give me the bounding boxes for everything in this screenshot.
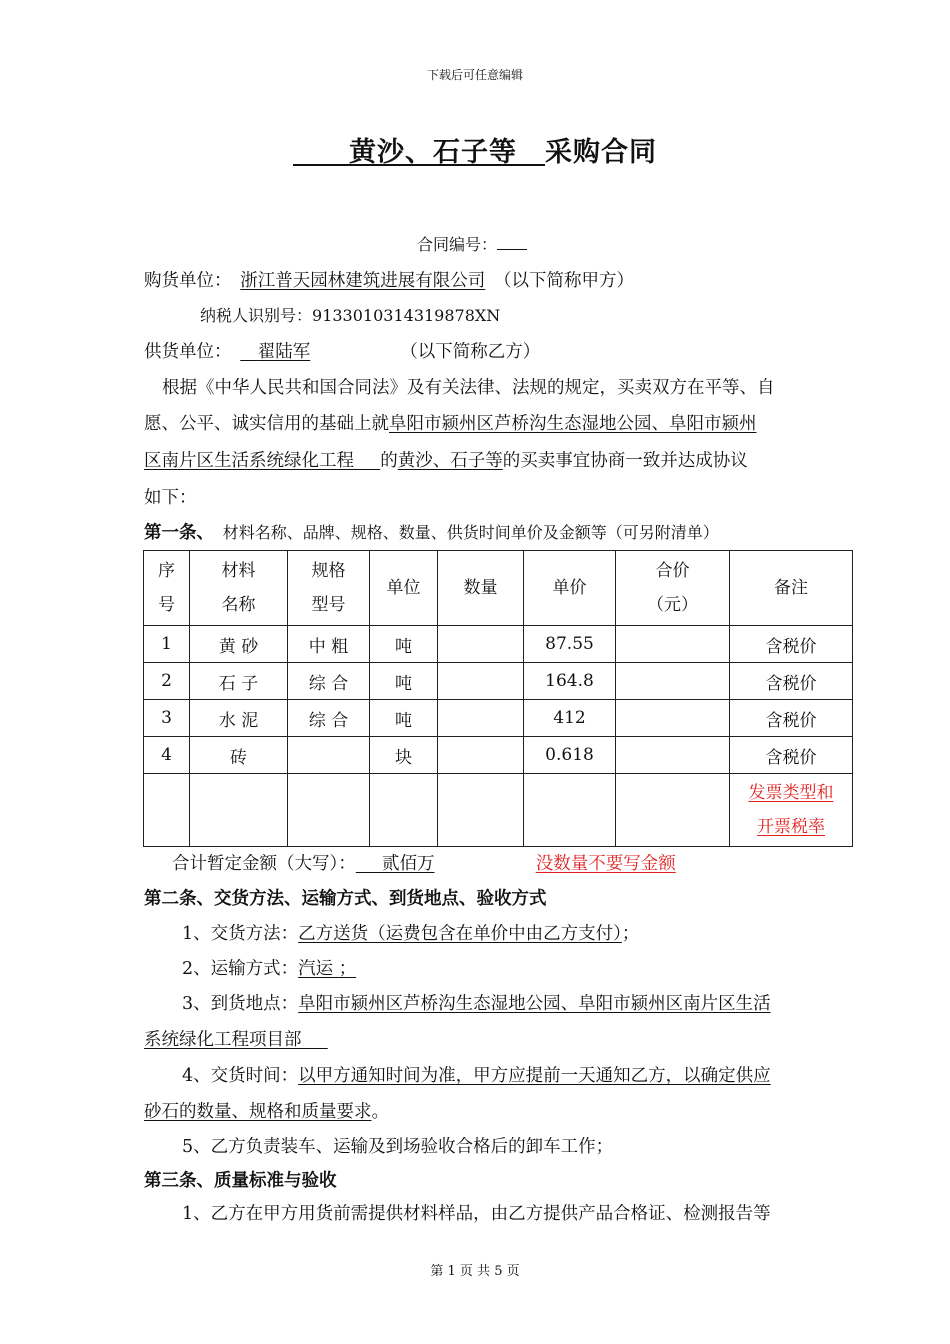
cell-name: 石 子 bbox=[190, 663, 288, 700]
intro-line-2: 愿、公平、诚实信用的基础上就阜阳市颍州区芦桥沟生态湿地公园、阜阳市颍州 bbox=[144, 414, 757, 434]
article-2-heading: 第二条、交货方法、运输方式、到货地点、验收方式 bbox=[144, 889, 547, 909]
cell-qty bbox=[438, 737, 524, 774]
page-footer: 第 1 页 共 5 页 bbox=[430, 1264, 520, 1279]
cell-spec: 综 合 bbox=[288, 700, 370, 737]
col-header-price: 单价 bbox=[524, 551, 616, 626]
table-row bbox=[144, 737, 853, 774]
cell-spec bbox=[288, 737, 370, 774]
cell-seq: 3 bbox=[144, 700, 190, 737]
project-name-2: 区南片区生活系统绿化工程 bbox=[144, 451, 354, 471]
intro-line-4: 如下： bbox=[144, 488, 197, 508]
materials-table bbox=[143, 550, 853, 847]
cell-qty bbox=[438, 663, 524, 700]
cell-qty bbox=[438, 774, 524, 847]
cell-seq: 2 bbox=[144, 663, 190, 700]
cell-total bbox=[616, 663, 730, 700]
document-title bbox=[0, 130, 950, 169]
col-header-total: 合价 （元） bbox=[616, 551, 730, 626]
cell-price: 87.55 bbox=[524, 626, 616, 663]
col-header-spec: 规格 型号 bbox=[288, 551, 370, 626]
cell-price: 0.618 bbox=[524, 737, 616, 774]
page-header-note: 下载后可任意编辑 bbox=[426, 68, 523, 82]
table-row bbox=[144, 663, 853, 700]
cell-price: 164.8 bbox=[524, 663, 616, 700]
delivery-time-2: 砂石的数量、规格和质量要求 bbox=[144, 1102, 372, 1122]
cell-total bbox=[616, 700, 730, 737]
article-2-item-3-cont bbox=[144, 1026, 328, 1051]
cell-total bbox=[616, 626, 730, 663]
contract-number: 合同编号： bbox=[417, 232, 527, 255]
cell-name: 黄 砂 bbox=[190, 626, 288, 663]
buyer-name: 浙江普天园林建筑进展有限公司 bbox=[240, 271, 486, 291]
cell-remark-invoice-note: 发票类型和 开票税率 bbox=[730, 774, 853, 847]
cell-unit: 吨 bbox=[370, 626, 438, 663]
tax-id-line: 纳税人识别号：9133010314319878XN bbox=[200, 306, 501, 325]
cell-seq: 4 bbox=[144, 737, 190, 774]
cell-total bbox=[616, 737, 730, 774]
article-2-item-2: 2、运输方式：汽运 ； bbox=[182, 959, 357, 979]
delivery-time-1: 以甲方通知时间为准，甲方应提前一天通知乙方，以确定供应 bbox=[298, 1066, 771, 1086]
cell-name: 砖 bbox=[190, 737, 288, 774]
cell-name: 水 泥 bbox=[190, 700, 288, 737]
intro-line-1: 根据《中华人民共和国合同法》及有关法律、法规的规定，买卖双方在平等、自 bbox=[162, 378, 775, 398]
article-3-item-1: 1、乙方在甲方用货前需提供材料样品，由乙方提供产品合格证、检测报告等 bbox=[182, 1204, 771, 1224]
cell-name bbox=[190, 774, 288, 847]
cell-remark: 含税价 bbox=[730, 663, 853, 700]
col-header-qty: 数量 bbox=[438, 551, 524, 626]
cell-seq bbox=[144, 774, 190, 847]
cell-price bbox=[524, 774, 616, 847]
col-header-name: 材料 名称 bbox=[190, 551, 288, 626]
article-2-item-4: 4、交货时间：以甲方通知时间为准，甲方应提前一天通知乙方，以确定供应 bbox=[182, 1066, 771, 1086]
title-subject: 黄沙、石子等 bbox=[349, 137, 517, 168]
supplier-name: 翟陆军 bbox=[257, 342, 311, 362]
table-row bbox=[144, 626, 853, 663]
buyer-line: 购货单位： 浙江普天园林建筑进展有限公司 （以下简称甲方） bbox=[144, 271, 634, 291]
cell-seq: 1 bbox=[144, 626, 190, 663]
cell-spec bbox=[288, 774, 370, 847]
cell-spec: 中 粗 bbox=[288, 626, 370, 663]
cell-qty bbox=[438, 700, 524, 737]
total-amount-line: 合计暂定金额（大写）： 贰佰万 没数量不要写金额 bbox=[172, 850, 676, 875]
col-header-seq: 序 号 bbox=[144, 551, 190, 626]
title-main: 采购合同 bbox=[545, 137, 657, 168]
delivery-place-1: 阜阳市颍州区芦桥沟生态湿地公园、阜阳市颍州区南片区生活 bbox=[298, 994, 771, 1014]
cell-remark: 含税价 bbox=[730, 700, 853, 737]
table-row bbox=[144, 700, 853, 737]
total-amount-value: 贰佰万 bbox=[382, 854, 435, 874]
cell-unit: 吨 bbox=[370, 663, 438, 700]
cell-price: 412 bbox=[524, 700, 616, 737]
goods-name: 黄沙、石子等 bbox=[397, 451, 503, 471]
cell-unit bbox=[370, 774, 438, 847]
transport-method: 汽运 ； bbox=[298, 959, 357, 979]
table-row-blank bbox=[144, 774, 853, 847]
article-2-item-1: 1、交货方法：乙方送货（运费包含在单价中由乙方支付）； bbox=[182, 924, 640, 944]
cell-unit: 块 bbox=[370, 737, 438, 774]
cell-qty bbox=[438, 626, 524, 663]
total-amount-note: 没数量不要写金额 bbox=[535, 854, 676, 874]
col-header-unit: 单位 bbox=[370, 551, 438, 626]
cell-unit: 吨 bbox=[370, 700, 438, 737]
article-2-item-3: 3、到货地点：阜阳市颍州区芦桥沟生态湿地公园、阜阳市颍州区南片区生活 bbox=[182, 994, 771, 1014]
cell-remark: 含税价 bbox=[730, 626, 853, 663]
col-header-remark: 备注 bbox=[730, 551, 853, 626]
table-header-row bbox=[144, 551, 853, 626]
article-2-item-4-cont: 砂石的数量、规格和质量要求。 bbox=[144, 1102, 389, 1122]
cell-spec: 综 合 bbox=[288, 663, 370, 700]
tax-id-value: 9133010314319878XN bbox=[312, 306, 501, 325]
delivery-method: 乙方送货（运费包含在单价中由乙方支付） bbox=[298, 924, 622, 944]
intro-line-3: 区南片区生活系统绿化工程 的黄沙、石子等的买卖事宜协商一致并达成协议 bbox=[144, 451, 748, 471]
supplier-line: 供货单位： 翟陆军 （以下简称乙方） bbox=[144, 338, 540, 363]
contract-number-blank bbox=[497, 235, 527, 250]
article-1-heading: 第一条、 材料名称、品牌、规格、数量、供货时间单价及金额等（可另附清单） bbox=[144, 523, 719, 543]
article-2-item-5: 5、乙方负责装车、运输及到场验收合格后的卸车工作； bbox=[182, 1137, 614, 1157]
article-3-heading: 第三条、质量标准与验收 bbox=[144, 1171, 337, 1191]
cell-total bbox=[616, 774, 730, 847]
delivery-place-2: 系统绿化工程项目部 bbox=[144, 1030, 302, 1050]
cell-remark: 含税价 bbox=[730, 737, 853, 774]
project-name-1: 阜阳市颍州区芦桥沟生态湿地公园、阜阳市颍州 bbox=[389, 414, 757, 434]
